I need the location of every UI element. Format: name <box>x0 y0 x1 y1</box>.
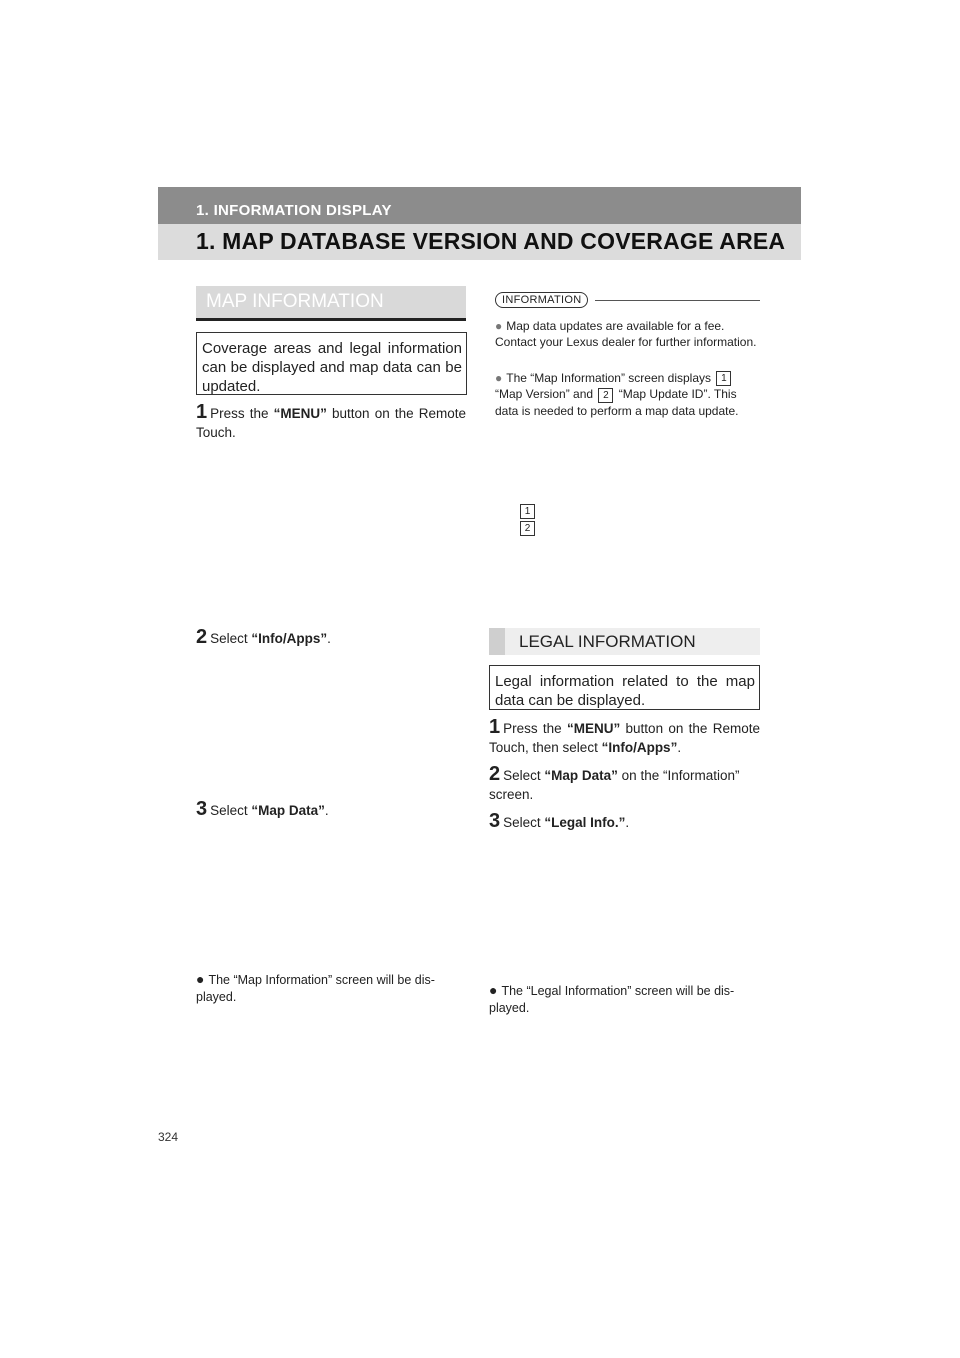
legal-step-3 <box>489 812 629 832</box>
information-rule <box>595 300 760 301</box>
step-text: . <box>324 803 329 818</box>
map-information-heading: MAP INFORMATION <box>196 286 466 318</box>
information-bullet-1 <box>495 318 760 350</box>
step-text: button on the Remote Touch. <box>196 406 466 440</box>
step-number: 2 <box>196 626 208 648</box>
bullet-icon: ● <box>489 982 498 998</box>
step-text: . <box>625 815 630 830</box>
step-number: 3 <box>196 798 208 820</box>
step-keyword: “Map Data” <box>544 768 618 783</box>
step-keyword: “MENU” <box>567 721 621 736</box>
page-number: 324 <box>158 1130 179 1144</box>
page-title: 1. MAP DATABASE VERSION AND COVERAGE AREA <box>196 228 786 254</box>
callout-2-marker <box>518 520 537 538</box>
heading-accent <box>489 628 505 655</box>
callout-1-marker <box>518 503 537 521</box>
callout-1-icon: 1 <box>520 504 535 519</box>
callout-2-icon: 2 <box>598 388 613 403</box>
chapter-title: 1. INFORMATION DISPLAY <box>196 202 392 219</box>
heading-rule <box>196 318 466 321</box>
heading-text: LEGAL INFORMATION <box>519 632 696 651</box>
callout-2-icon: 2 <box>520 521 535 536</box>
information-bullet-2 <box>495 370 760 419</box>
step-keyword: “Info/Apps” <box>601 740 678 755</box>
bullet-text: The “Map Information” screen displays <box>506 371 711 385</box>
step-text: Select <box>503 768 545 783</box>
bullet-icon: ● <box>495 319 503 333</box>
step-keyword: “Info/Apps” <box>251 631 328 646</box>
step-keyword: “MENU” <box>273 406 327 421</box>
step-text: Press the <box>503 721 567 736</box>
map-result-note <box>196 971 466 1006</box>
step-text: Press the <box>210 406 274 421</box>
legal-information-heading <box>489 628 760 655</box>
legal-information-intro: Legal information related to the map data can be displayed. <box>489 665 760 710</box>
legal-result-note <box>489 982 760 1017</box>
step-text: . <box>327 631 331 646</box>
step-keyword: “Map Data” <box>251 803 325 818</box>
step-text: Select <box>210 631 252 646</box>
step-text: . <box>677 740 682 755</box>
note-text: The “Map Information” screen will be dis-played. <box>196 973 435 1004</box>
bullet-icon: ● <box>196 971 205 987</box>
step-text: on the “Information” screen. <box>489 768 740 802</box>
bullet-icon: ● <box>495 371 503 385</box>
step-number: 1 <box>489 716 501 738</box>
step-text: button on the Remote Touch, then select <box>489 721 761 755</box>
bullet-text: Map data updates are available for a fee. Contact your Lexus dealer for further information. <box>495 319 757 349</box>
map-step-1 <box>196 403 466 442</box>
bullet-text: “Map Update ID”. This data is needed to perform a map data update. <box>495 387 739 418</box>
step-number: 2 <box>489 763 501 785</box>
map-step-3 <box>196 800 329 820</box>
step-text: Select <box>210 803 252 818</box>
step-number: 3 <box>489 810 501 832</box>
information-label: INFORMATION <box>495 292 588 308</box>
bullet-text: “Map Version” and <box>495 387 594 402</box>
legal-step-1 <box>489 718 760 757</box>
map-step-2 <box>196 628 331 648</box>
note-text: The “Legal Information” screen will be dis-played. <box>489 984 735 1015</box>
step-keyword: “Legal Info.” <box>544 815 626 830</box>
step-text: Select <box>503 815 545 830</box>
callout-1-icon: 1 <box>716 371 731 386</box>
legal-step-2 <box>489 765 760 804</box>
step-number: 1 <box>196 401 208 423</box>
map-information-intro: Coverage areas and legal information can be displayed and map data can be updated. <box>196 332 467 395</box>
